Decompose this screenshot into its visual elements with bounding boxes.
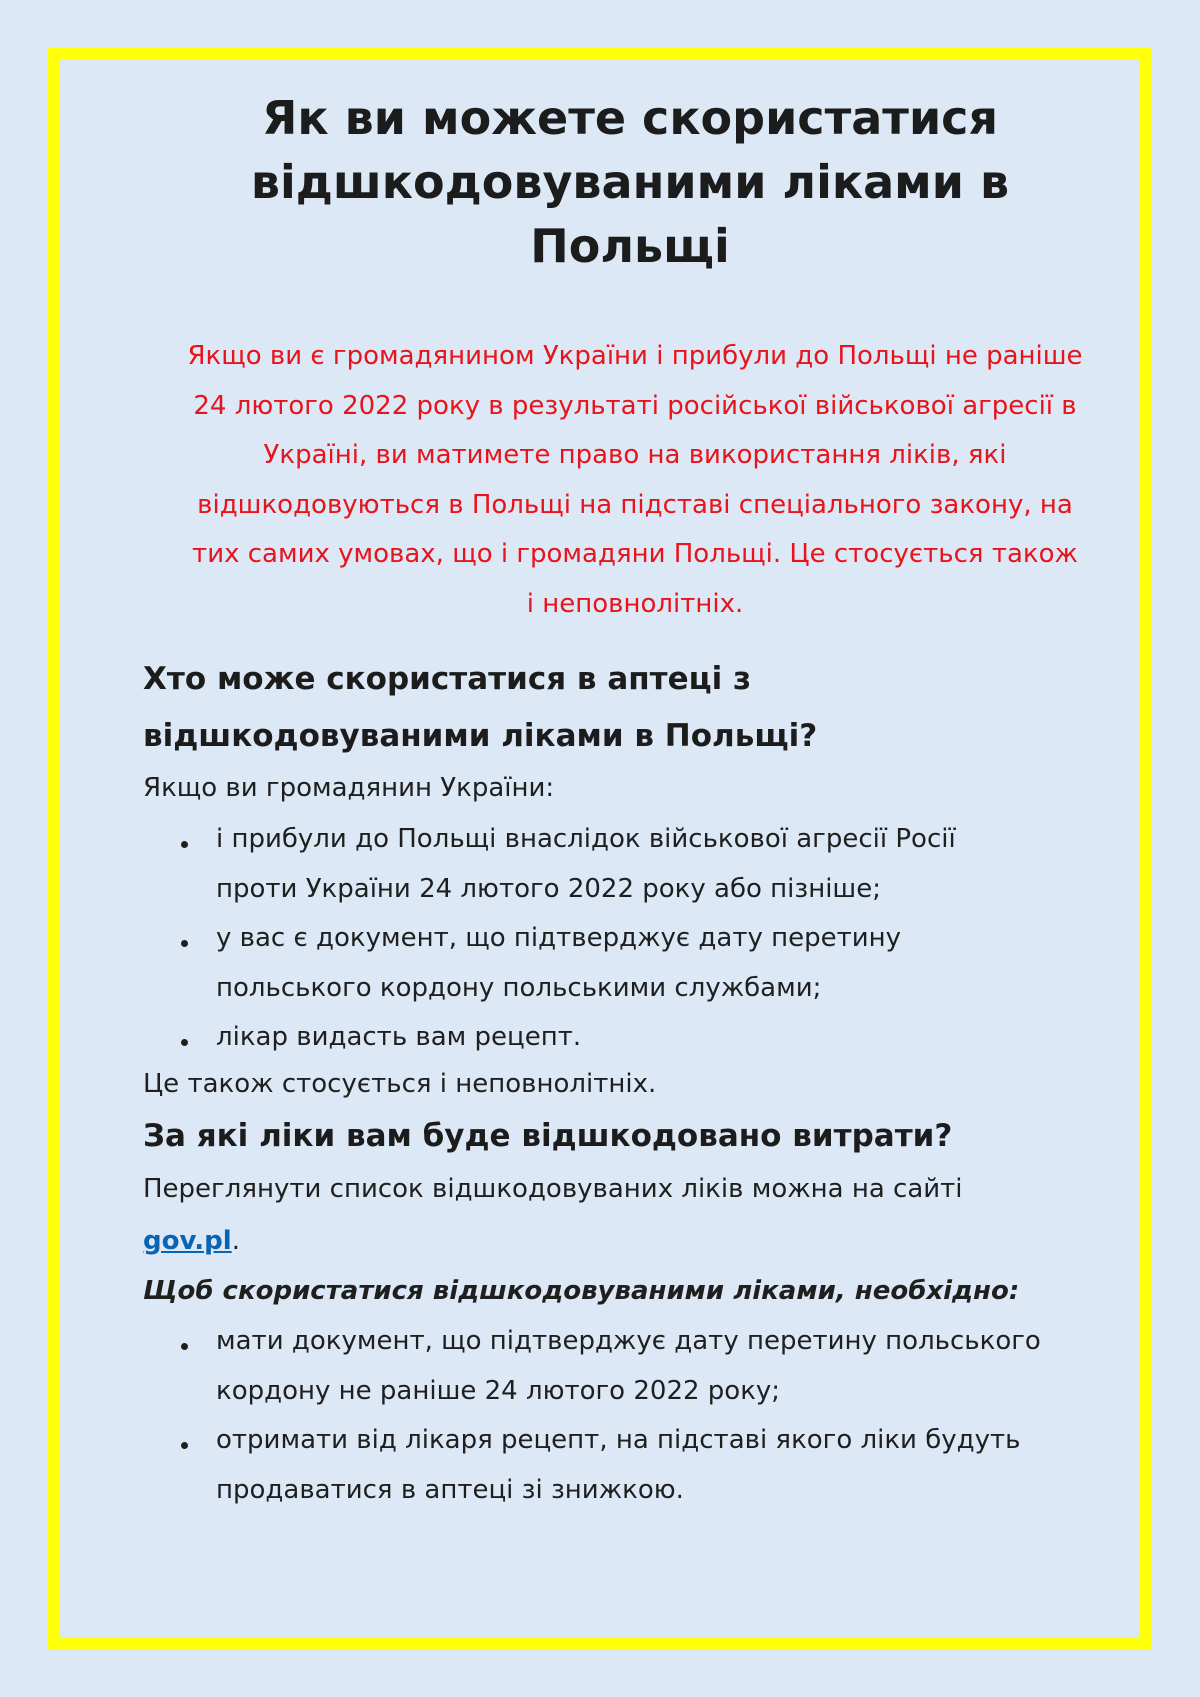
link-suffix: . (231, 1226, 240, 1256)
minors-note: Це також стосується і неповнолітніх. (143, 1069, 657, 1099)
section-medicines-heading: За які ліки вам буде відшкодовано витрати? (143, 1118, 953, 1154)
intro-notice (135, 332, 1135, 629)
eligibility-item-1-line1: і прибули до Польщі внаслідок військової агресії Росії (216, 824, 956, 854)
intro-line: відшкодовуються в Польщі на підставі спеціального закону, на (197, 489, 1073, 520)
eligibility-item-1-line2: проти України 24 лютого 2022 року або пізніше; (216, 874, 881, 904)
section-who-heading-line2: відшкодовуваними ліками в Польщі? (143, 718, 818, 754)
bullet-icon (181, 841, 188, 848)
eligibility-item-2-line1: у вас є документ, що підтверджує дату перетину (216, 923, 902, 953)
requirement-item-2-line1: отримати від лікаря рецепт, на підставі якого ліки будуть (216, 1425, 1021, 1455)
gov-pl-link[interactable]: gov.pl (143, 1226, 232, 1256)
section-who-heading-line1: Хто може скористатися в аптеці з (143, 661, 752, 697)
bullet-icon (181, 940, 188, 947)
bullet-icon (181, 1343, 188, 1350)
bullet-icon (181, 1039, 188, 1046)
requirements-heading: Щоб скористатися відшкодовуваними ліками, необхідно: (143, 1276, 1020, 1306)
requirement-item-1-line1: мати документ, що підтверджує дату перетину польського (216, 1326, 1041, 1356)
intro-line: тих самих умовах, що і громадяни Польщі. Це стосується також (192, 539, 1078, 569)
intro-line: Україні, ви матимете право на використання ліків, які (263, 440, 1007, 470)
eligibility-item-3: лікар видасть вам рецепт. (216, 1022, 582, 1052)
eligibility-item-2-line2: польського кордону польськими службами; (216, 973, 822, 1003)
bullet-icon (181, 1442, 188, 1449)
link-line (143, 1226, 240, 1256)
eligibility-lead: Якщо ви громадянин України: (143, 773, 555, 803)
intro-line: Якщо ви є громадянином України і прибули до Польщі не раніше (187, 341, 1083, 371)
requirement-item-1-line2: кордону не раніше 24 лютого 2022 року; (216, 1376, 781, 1406)
requirement-item-2-line2: продаватися в аптеці зі знижкою. (216, 1475, 684, 1505)
medicines-list-text: Переглянути список відшкодовуваних ліків можна на сайті (143, 1174, 963, 1204)
page-title: Як ви можете скористатися відшкодовуваними ліками в Польщі (250, 91, 1010, 273)
intro-line: 24 лютого 2022 року в результаті російської військової агресії в (193, 390, 1077, 421)
intro-line: і неповнолітніх. (526, 588, 744, 619)
